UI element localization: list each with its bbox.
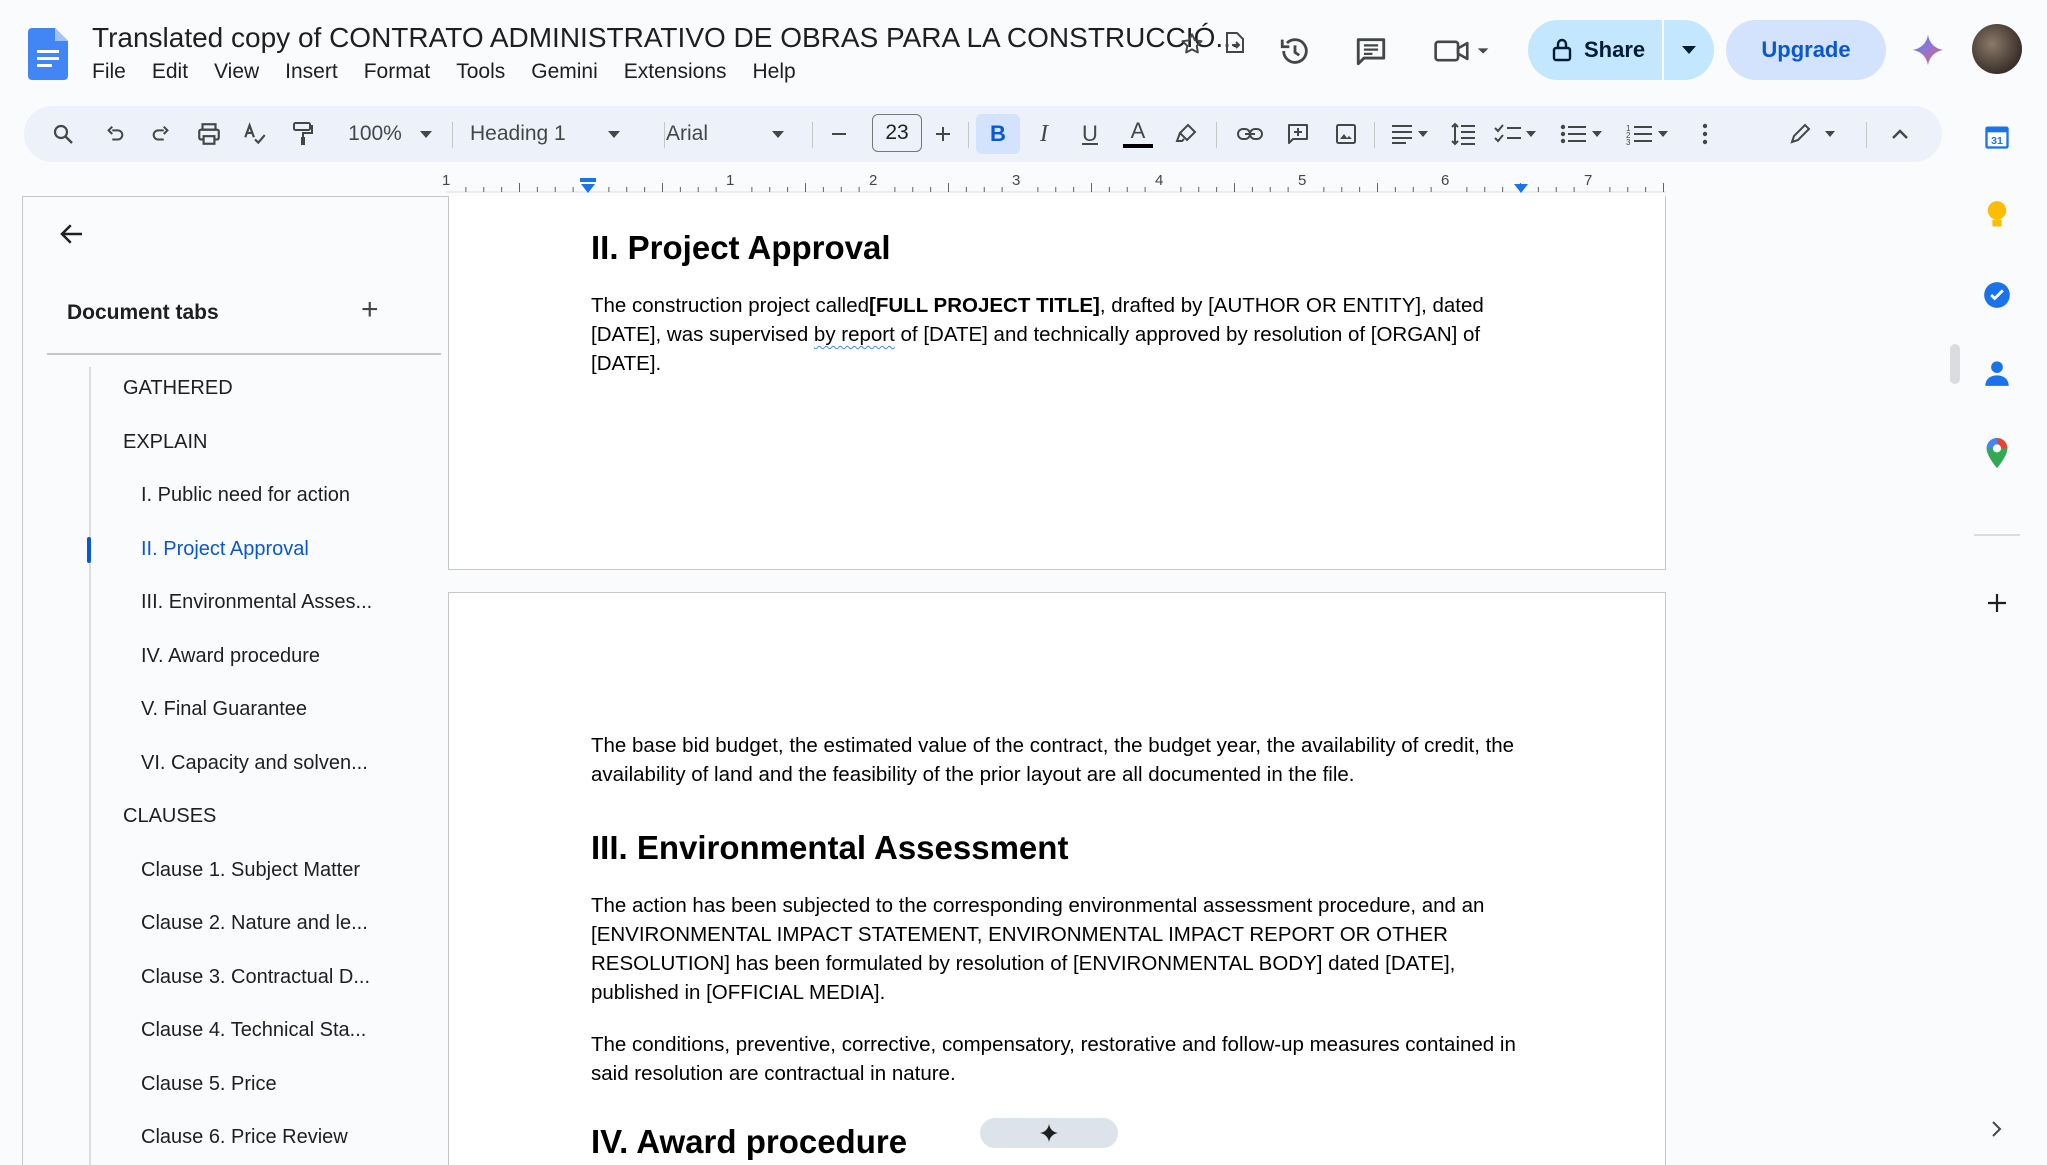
divider [47, 353, 441, 355]
paragraph[interactable] [591, 291, 1521, 378]
upgrade-button[interactable]: Upgrade [1726, 20, 1886, 80]
outline-guide [89, 367, 91, 1165]
add-comment-icon[interactable] [1278, 114, 1318, 154]
menu-extensions[interactable]: Extensions [623, 60, 727, 83]
outline-item-active[interactable]: II. Project Approval [141, 538, 309, 560]
page[interactable] [448, 592, 1666, 1165]
outline-item[interactable]: VI. Capacity and solven... [141, 752, 368, 774]
chevron-down-icon [420, 131, 432, 138]
link-icon[interactable] [1230, 114, 1270, 154]
heading-environmental-assessment[interactable]: III. Environmental Assessment [591, 829, 1069, 866]
keep-icon[interactable] [1980, 198, 2014, 232]
decrease-font-size-button[interactable] [824, 114, 854, 154]
add-tab-button[interactable]: + [361, 293, 379, 326]
bold-button[interactable]: B [976, 114, 1020, 154]
share-button[interactable] [1528, 20, 1714, 80]
document-tabs-heading: Document tabs [67, 301, 219, 324]
style-dropdown[interactable] [470, 114, 650, 154]
toolbar-divider [968, 122, 969, 148]
bulleted-list-icon[interactable] [1554, 114, 1610, 154]
menu-bar [92, 60, 822, 84]
ruler-label: 1 [442, 172, 451, 189]
divider [1974, 534, 2020, 536]
redo-icon[interactable] [144, 114, 178, 154]
zoom-value: 100% [348, 122, 402, 145]
text-run: , drafted by [AUTHOR OR ENTITY], dated [DATE], was supervised [591, 294, 1484, 346]
ruler-label: 7 [1584, 172, 1593, 189]
share-label: Share [1584, 37, 1646, 62]
side-panel-rail [1948, 106, 2047, 1165]
document-tabs-panel [22, 196, 448, 1165]
menu-edit[interactable]: Edit [151, 60, 189, 83]
image-icon[interactable] [1326, 114, 1366, 154]
checklist-icon[interactable] [1488, 114, 1544, 154]
history-icon[interactable] [1276, 32, 1314, 70]
toolbar-divider [1374, 122, 1375, 148]
star-icon[interactable] [1176, 28, 1208, 60]
menu-tools[interactable]: Tools [456, 60, 506, 83]
share-dropdown-icon[interactable] [1664, 46, 1714, 54]
text-run: The construction project called [591, 294, 870, 317]
toolbar-divider [1866, 122, 1867, 148]
underline-button[interactable]: U [1082, 121, 1098, 146]
ruler-label: 3 [1012, 172, 1021, 189]
increase-font-size-button[interactable] [928, 114, 958, 154]
menu-insert[interactable]: Insert [285, 60, 338, 83]
undo-icon[interactable] [98, 114, 132, 154]
chevron-right-icon[interactable] [1980, 1112, 2014, 1146]
title-bar [0, 0, 2047, 106]
text-run-bold: [FULL PROJECT TITLE] [869, 294, 1100, 317]
outline-item[interactable]: Clause 1. Subject Matter [141, 859, 360, 881]
search-icon[interactable] [46, 114, 80, 154]
paint-format-icon[interactable] [286, 114, 320, 154]
outline-item[interactable]: Clause 3. Contractual D... [141, 966, 370, 988]
spellcheck-icon[interactable] [238, 114, 272, 154]
menu-view[interactable]: View [214, 60, 260, 83]
highlight-icon[interactable] [1166, 114, 1206, 154]
svg-text:1: 1 [1626, 124, 1631, 133]
italic-button[interactable]: I [1040, 120, 1048, 147]
doc-title[interactable]: Translated copy of CONTRATO ADMINISTRATIVO DE OBRAS PARA LA CONSTRUCCIÓ... [92, 22, 1239, 53]
collapse-icon[interactable] [1880, 114, 1920, 154]
menu-format[interactable]: Format [363, 60, 431, 83]
line-spacing-icon[interactable] [1444, 114, 1484, 154]
maps-icon[interactable] [1980, 436, 2014, 470]
ruler-label: 2 [869, 172, 878, 189]
outline-item[interactable]: Clause 6. Price Review [141, 1126, 348, 1148]
document-canvas[interactable] [448, 196, 1946, 1165]
gemini-sparkle-button[interactable] [980, 1118, 1118, 1148]
tasks-icon[interactable] [1980, 278, 2014, 312]
outline-item[interactable]: Clause 2. Nature and le... [141, 912, 368, 934]
outline-item[interactable]: Clause 5. Price [141, 1073, 277, 1095]
outline-item[interactable]: IV. Award procedure [141, 645, 321, 667]
contacts-icon[interactable] [1980, 356, 2014, 390]
outline-item[interactable]: GATHERED [123, 377, 233, 399]
sparkle-icon [1039, 1123, 1059, 1143]
toolbar-divider [664, 122, 665, 148]
font-size-input[interactable]: 23 [872, 114, 922, 152]
align-icon[interactable] [1384, 114, 1436, 154]
heading-project-approval[interactable]: II. Project Approval [591, 229, 891, 266]
text-run: of [DATE] and technically approved by resolution of [ORGAN] of [DATE]. [591, 323, 1481, 375]
spelling-suggestion[interactable]: by report [813, 323, 895, 346]
outline-item[interactable]: CLAUSES [123, 805, 217, 827]
add-icon[interactable] [1980, 586, 2014, 620]
paragraph[interactable]: The base bid budget, the estimated value of the contract, the budget year, the availability of credit, the availability of land and the feasibility of the prior layout are all documented in the file. [591, 734, 1515, 786]
menu-help[interactable]: Help [752, 60, 796, 83]
ruler-label: 5 [1298, 172, 1307, 189]
edit-mode-icon[interactable] [1784, 114, 1844, 154]
outline-item[interactable]: III. Environmental Asses... [141, 591, 373, 613]
outline-item[interactable]: V. Final Guarantee [141, 698, 308, 720]
ruler[interactable] [442, 170, 1666, 198]
svg-text:3: 3 [1626, 138, 1631, 145]
toolbar-divider [1216, 122, 1217, 148]
docs-logo-icon[interactable] [28, 28, 68, 80]
calendar-icon[interactable] [1980, 120, 2014, 154]
outline-item[interactable]: Clause 4. Technical Sta... [141, 1019, 367, 1041]
toolbar-divider [452, 122, 453, 148]
numbered-list-icon[interactable] [1620, 114, 1676, 154]
text-color-button[interactable] [1118, 114, 1158, 154]
move-to-drive-icon[interactable] [1220, 28, 1250, 58]
style-value: Heading 1 [470, 122, 566, 145]
paragraph[interactable]: The action has been subjected to the corresponding environmental assessment procedure, and an [ENVIRONMENTAL IMPACT STATEMENT, ENVIRONMENTAL IMPACT REPORT OR OTHER RESOLUTION] has been formulated by resolution of [ENVIRONMENTAL BODY] dated [DATE], published in [OFFICIAL MEDIA]. [591, 894, 1485, 1004]
print-icon[interactable] [192, 114, 226, 154]
avatar[interactable] [1972, 24, 2022, 74]
font-dropdown[interactable] [666, 114, 798, 154]
page[interactable] [448, 196, 1666, 570]
ruler-label: 4 [1155, 172, 1164, 189]
chevron-down-icon [608, 131, 620, 138]
ruler-label: 1 [726, 172, 735, 189]
heading-award-procedure[interactable]: IV. Award procedure [591, 1123, 908, 1160]
share-main-button[interactable] [1528, 20, 1664, 80]
gemini-icon[interactable] [1908, 30, 1948, 70]
comment-icon[interactable] [1352, 32, 1390, 70]
ruler-ticks [446, 170, 1666, 198]
toolbar-divider [812, 122, 813, 148]
back-arrow-icon[interactable] [57, 219, 87, 254]
svg-text:31: 31 [1991, 135, 2003, 147]
svg-text:2: 2 [1626, 131, 1631, 140]
outline-item[interactable]: EXPLAIN [123, 431, 208, 453]
zoom-dropdown[interactable] [342, 114, 438, 154]
outline-item[interactable]: I. Public need for action [141, 484, 351, 506]
font-value: Arial [666, 122, 709, 145]
formatting-toolbar [24, 106, 1942, 162]
active-indicator [87, 537, 91, 563]
meet-icon[interactable] [1432, 32, 1492, 70]
menu-file[interactable]: File [92, 60, 126, 83]
menu-gemini[interactable]: Gemini [531, 60, 598, 83]
lock-icon [1552, 38, 1572, 62]
more-icon[interactable] [1690, 114, 1720, 154]
text-color-swatch [1123, 144, 1153, 148]
chevron-down-icon [772, 131, 784, 138]
paragraph[interactable]: The conditions, preventive, corrective, compensatory, restorative and follow-up measures contained in said resolution are contractual in nature. [591, 1033, 1516, 1085]
text-color-label: A [1130, 118, 1146, 143]
ruler-label: 6 [1441, 172, 1450, 189]
